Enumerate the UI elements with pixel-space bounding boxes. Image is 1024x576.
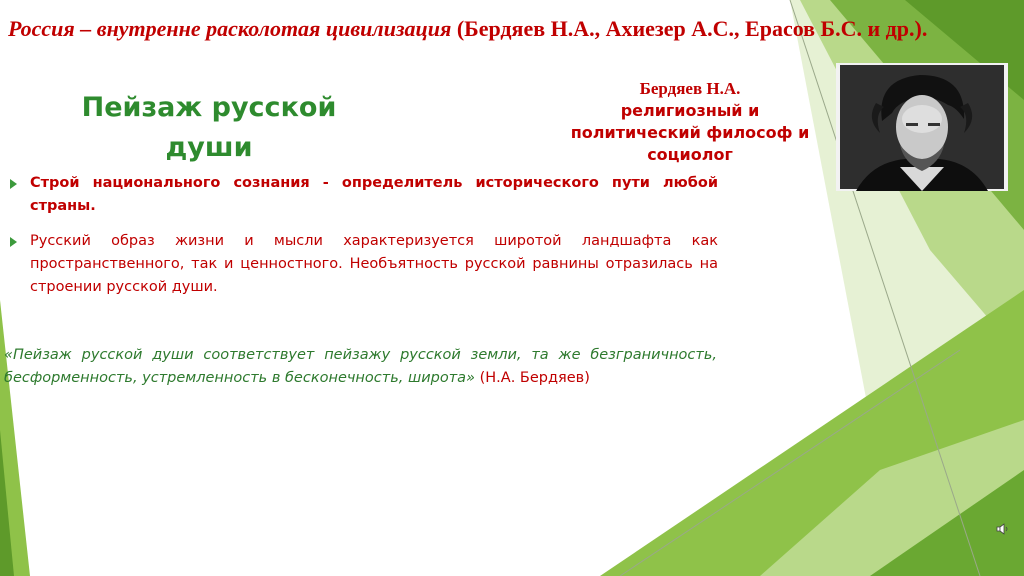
quote-text: «Пейзаж русской души соответствует пейзажу русской земли, та же безграничность, бесформенность, устремленность в бесконечность, широта» [4, 347, 717, 386]
portrait-photo [836, 63, 1008, 191]
bullet-arrow-icon [10, 179, 17, 189]
caption-role: религиозный и политический философ и социолог [570, 101, 810, 164]
quote-block [4, 344, 717, 390]
bullet-arrow-icon [10, 237, 17, 247]
bullet-text-1: Строй национального сознания - определитель исторического пути любой страны. [30, 175, 718, 214]
caption-name: Бердяев Н.А. [639, 79, 741, 98]
heading-italic: Россия – внутренне расколотая цивилизация [8, 16, 452, 41]
bullet-text-2: Русский образ жизни и мысли характеризуется широтой ландшафта как пространственного, так и ценностного. Необъятность русской равнины отразилась на строении русской души. [30, 233, 718, 295]
slide-heading [8, 14, 1018, 44]
quote-author: (Н.А. Бердяев) [475, 370, 590, 386]
sound-icon[interactable] [996, 520, 1010, 532]
heading-authors: (Бердяев Н.А., Ахиезер А.С., Ерасов Б.С. и др.). [451, 16, 928, 41]
bullet-item-2 [8, 230, 718, 299]
slide-title: Пейзаж русской души [81, 92, 337, 163]
bullet-item-1 [8, 172, 718, 218]
portrait-caption [560, 78, 820, 166]
bullet-list [8, 172, 718, 299]
portrait-illustration [836, 63, 1008, 191]
